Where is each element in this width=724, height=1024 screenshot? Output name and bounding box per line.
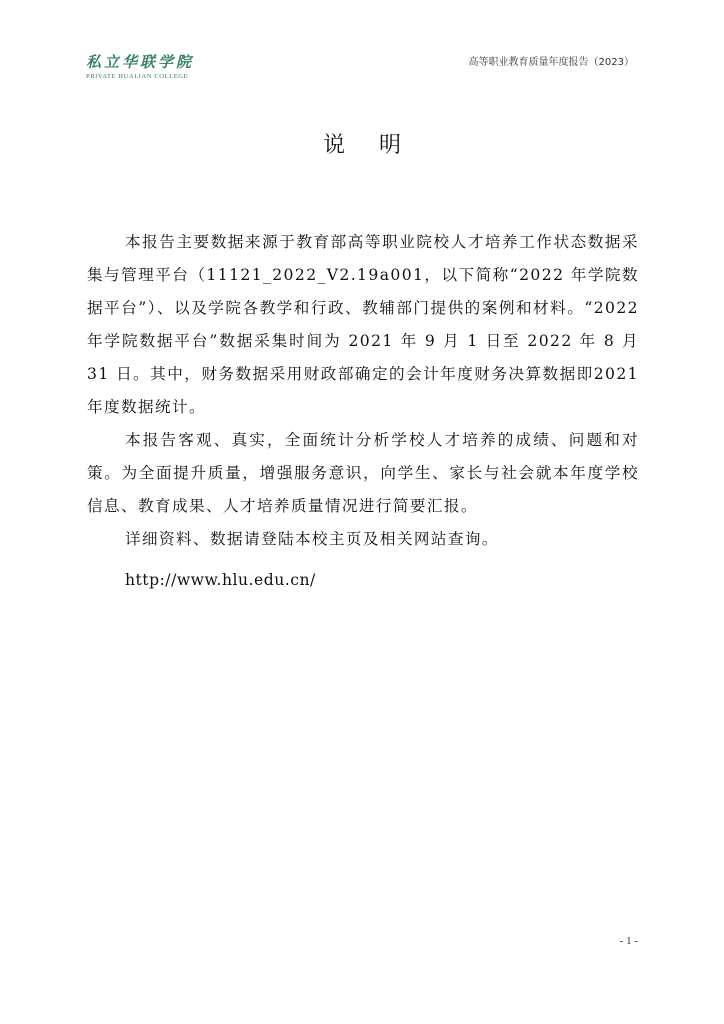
report-header-title: 高等职业教育质量年度报告（2023）: [468, 57, 634, 68]
college-logo: [86, 54, 202, 84]
page-number: - 1 -: [619, 935, 638, 947]
page-title: 说明: [322, 133, 435, 158]
college-website-link[interactable]: http://www.hlu.edu.cn/: [125, 571, 316, 589]
paragraph-report-purpose: 本报告客观、真实，全面统计分析学校人才培养的成绩、问题和对策。为全面提升质量，增强服务意识，向学生、家长与社会就本年度学校信息、教育成果、人才培养质量情况进行简要汇报。: [87, 431, 639, 515]
logo-english-name: PRIVATE HUALIAN COLLEGE: [86, 73, 189, 80]
paragraph-more-info: 详细资料、数据请登陆本校主页及相关网站查询。: [125, 530, 499, 548]
logo-chinese-name: 私立华联学院: [86, 53, 195, 71]
document-body: [87, 226, 639, 597]
paragraph-data-source: 本报告主要数据来源于教育部高等职业院校人才培养工作状态数据采集与管理平台（11121_2022_V2.19a001，以下简称“2022 年学院数据平台”）、以及学院各教学和行政、教辅部门提供的案例和材料。“2022 年学院数据平台”数据采集时间为 2021 年 9 月 1 日至 2022 年 8 月 31 日。其中，财务数据采用财政部确定的会计年度财务决算数据即2021年度数据统计。: [87, 233, 639, 416]
